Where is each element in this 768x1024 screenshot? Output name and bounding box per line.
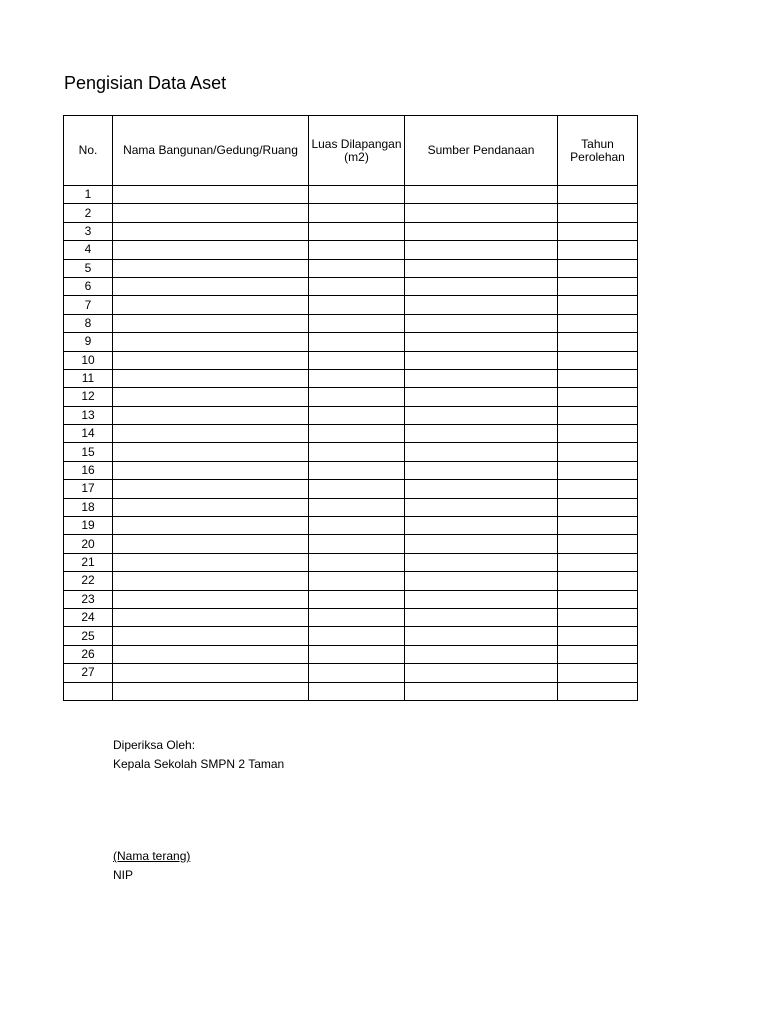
cell-field-area: [309, 369, 405, 387]
cell-building-name: [113, 259, 309, 277]
cell-acquisition-year: [558, 204, 638, 222]
cell-no: 17: [64, 480, 113, 498]
cell-no: 10: [64, 351, 113, 369]
table-row: [64, 333, 638, 351]
cell-no: 11: [64, 369, 113, 387]
table-row: [64, 480, 638, 498]
cell-funding-source: [405, 369, 558, 387]
cell-funding-source: [405, 572, 558, 590]
cell-acquisition-year: [558, 572, 638, 590]
cell-funding-source: [405, 553, 558, 571]
column-header-building-name: Nama Bangunan/Gedung/Ruang: [113, 116, 309, 186]
column-header-field-area: Luas Dilapangan (m2): [309, 116, 405, 186]
cell-no: 19: [64, 517, 113, 535]
cell-field-area: [309, 259, 405, 277]
cell-acquisition-year: [558, 314, 638, 332]
cell-acquisition-year: [558, 388, 638, 406]
cell-no: 9: [64, 333, 113, 351]
table-row: [64, 369, 638, 387]
cell-acquisition-year: [558, 259, 638, 277]
cell-funding-source: [405, 535, 558, 553]
table-row: [64, 277, 638, 295]
table-row: [64, 314, 638, 332]
cell-no: 13: [64, 406, 113, 424]
cell-building-name: [113, 517, 309, 535]
cell-no: 6: [64, 277, 113, 295]
table-row: [64, 222, 638, 240]
cell-no: 23: [64, 590, 113, 608]
cell-building-name: [113, 498, 309, 516]
cell-funding-source: [405, 682, 558, 700]
cell-field-area: [309, 664, 405, 682]
cell-acquisition-year: [558, 425, 638, 443]
cell-acquisition-year: [558, 517, 638, 535]
cell-funding-source: [405, 277, 558, 295]
cell-building-name: [113, 461, 309, 479]
cell-funding-source: [405, 590, 558, 608]
cell-field-area: [309, 553, 405, 571]
table-row: [64, 535, 638, 553]
cell-funding-source: [405, 333, 558, 351]
table-row: [64, 296, 638, 314]
cell-building-name: [113, 296, 309, 314]
cell-field-area: [309, 572, 405, 590]
cell-no: 21: [64, 553, 113, 571]
table-row: [64, 425, 638, 443]
table-body: [64, 186, 638, 701]
table-row: [64, 443, 638, 461]
cell-funding-source: [405, 627, 558, 645]
cell-building-name: [113, 572, 309, 590]
cell-building-name: [113, 277, 309, 295]
cell-building-name: [113, 553, 309, 571]
cell-field-area: [309, 296, 405, 314]
column-header-acquisition-year: Tahun Perolehan: [558, 116, 638, 186]
cell-field-area: [309, 204, 405, 222]
cell-building-name: [113, 333, 309, 351]
cell-funding-source: [405, 480, 558, 498]
cell-funding-source: [405, 351, 558, 369]
nip-label: NIP: [113, 868, 134, 882]
cell-funding-source: [405, 664, 558, 682]
cell-field-area: [309, 277, 405, 295]
cell-field-area: [309, 590, 405, 608]
cell-no: 16: [64, 461, 113, 479]
cell-acquisition-year: [558, 241, 638, 259]
cell-no: 27: [64, 664, 113, 682]
table-row: [64, 351, 638, 369]
cell-building-name: [113, 388, 309, 406]
cell-field-area: [309, 222, 405, 240]
cell-building-name: [113, 222, 309, 240]
cell-no: 2: [64, 204, 113, 222]
cell-field-area: [309, 498, 405, 516]
cell-funding-source: [405, 259, 558, 277]
cell-funding-source: [405, 204, 558, 222]
table-row: [64, 406, 638, 424]
cell-field-area: [309, 425, 405, 443]
cell-field-area: [309, 535, 405, 553]
cell-no: 4: [64, 241, 113, 259]
table-row: [64, 645, 638, 663]
table-row: [64, 627, 638, 645]
cell-field-area: [309, 480, 405, 498]
cell-building-name: [113, 608, 309, 626]
table-row: [64, 572, 638, 590]
cell-field-area: [309, 461, 405, 479]
cell-acquisition-year: [558, 222, 638, 240]
cell-building-name: [113, 645, 309, 663]
cell-no: 5: [64, 259, 113, 277]
cell-no: 22: [64, 572, 113, 590]
cell-funding-source: [405, 241, 558, 259]
cell-acquisition-year: [558, 351, 638, 369]
cell-acquisition-year: [558, 369, 638, 387]
cell-field-area: [309, 517, 405, 535]
column-header-no: No.: [64, 116, 113, 186]
cell-acquisition-year: [558, 553, 638, 571]
cell-funding-source: [405, 645, 558, 663]
table-row: [64, 388, 638, 406]
table-row: [64, 682, 638, 700]
cell-field-area: [309, 333, 405, 351]
cell-building-name: [113, 369, 309, 387]
cell-acquisition-year: [558, 461, 638, 479]
cell-acquisition-year: [558, 296, 638, 314]
table-row: [64, 590, 638, 608]
cell-funding-source: [405, 425, 558, 443]
cell-no: 8: [64, 314, 113, 332]
cell-acquisition-year: [558, 333, 638, 351]
cell-funding-source: [405, 608, 558, 626]
cell-field-area: [309, 406, 405, 424]
cell-funding-source: [405, 461, 558, 479]
cell-no: [64, 682, 113, 700]
cell-funding-source: [405, 314, 558, 332]
signatory-name: (Nama terang): [113, 849, 191, 863]
cell-funding-source: [405, 388, 558, 406]
cell-building-name: [113, 241, 309, 259]
table-row: [64, 241, 638, 259]
cell-acquisition-year: [558, 480, 638, 498]
cell-building-name: [113, 186, 309, 204]
cell-no: 15: [64, 443, 113, 461]
table-row: [64, 186, 638, 204]
cell-funding-source: [405, 222, 558, 240]
cell-building-name: [113, 664, 309, 682]
table-row: [64, 461, 638, 479]
checked-by-label: Diperiksa Oleh:: [113, 738, 196, 752]
table-row: [64, 553, 638, 571]
cell-building-name: [113, 314, 309, 332]
cell-no: 20: [64, 535, 113, 553]
cell-acquisition-year: [558, 498, 638, 516]
cell-field-area: [309, 314, 405, 332]
cell-no: 25: [64, 627, 113, 645]
table-header-row: [64, 116, 638, 186]
cell-building-name: [113, 480, 309, 498]
table-row: [64, 259, 638, 277]
cell-acquisition-year: [558, 590, 638, 608]
cell-acquisition-year: [558, 664, 638, 682]
cell-building-name: [113, 590, 309, 608]
cell-building-name: [113, 682, 309, 700]
cell-funding-source: [405, 406, 558, 424]
cell-building-name: [113, 351, 309, 369]
cell-building-name: [113, 204, 309, 222]
cell-building-name: [113, 443, 309, 461]
cell-acquisition-year: [558, 535, 638, 553]
cell-funding-source: [405, 186, 558, 204]
cell-field-area: [309, 608, 405, 626]
table-row: [64, 664, 638, 682]
cell-acquisition-year: [558, 186, 638, 204]
cell-acquisition-year: [558, 406, 638, 424]
cell-no: 14: [64, 425, 113, 443]
cell-acquisition-year: [558, 645, 638, 663]
cell-funding-source: [405, 443, 558, 461]
cell-no: 12: [64, 388, 113, 406]
cell-field-area: [309, 645, 405, 663]
cell-funding-source: [405, 296, 558, 314]
cell-field-area: [309, 241, 405, 259]
cell-acquisition-year: [558, 277, 638, 295]
table-row: [64, 204, 638, 222]
cell-acquisition-year: [558, 682, 638, 700]
cell-field-area: [309, 351, 405, 369]
cell-no: 7: [64, 296, 113, 314]
cell-field-area: [309, 388, 405, 406]
asset-data-table: [63, 115, 638, 701]
cell-acquisition-year: [558, 443, 638, 461]
cell-no: 3: [64, 222, 113, 240]
cell-no: 24: [64, 608, 113, 626]
cell-acquisition-year: [558, 627, 638, 645]
cell-no: 1: [64, 186, 113, 204]
cell-acquisition-year: [558, 608, 638, 626]
cell-field-area: [309, 443, 405, 461]
cell-funding-source: [405, 498, 558, 516]
cell-no: 18: [64, 498, 113, 516]
cell-field-area: [309, 627, 405, 645]
cell-field-area: [309, 682, 405, 700]
cell-building-name: [113, 425, 309, 443]
cell-field-area: [309, 186, 405, 204]
signatory-position: Kepala Sekolah SMPN 2 Taman: [113, 757, 285, 771]
table-row: [64, 498, 638, 516]
cell-building-name: [113, 406, 309, 424]
cell-no: 26: [64, 645, 113, 663]
cell-building-name: [113, 535, 309, 553]
cell-building-name: [113, 627, 309, 645]
table-row: [64, 608, 638, 626]
document-title: Pengisian Data Aset: [64, 73, 227, 93]
table-row: [64, 517, 638, 535]
column-header-funding-source: Sumber Pendanaan: [405, 116, 558, 186]
cell-funding-source: [405, 517, 558, 535]
